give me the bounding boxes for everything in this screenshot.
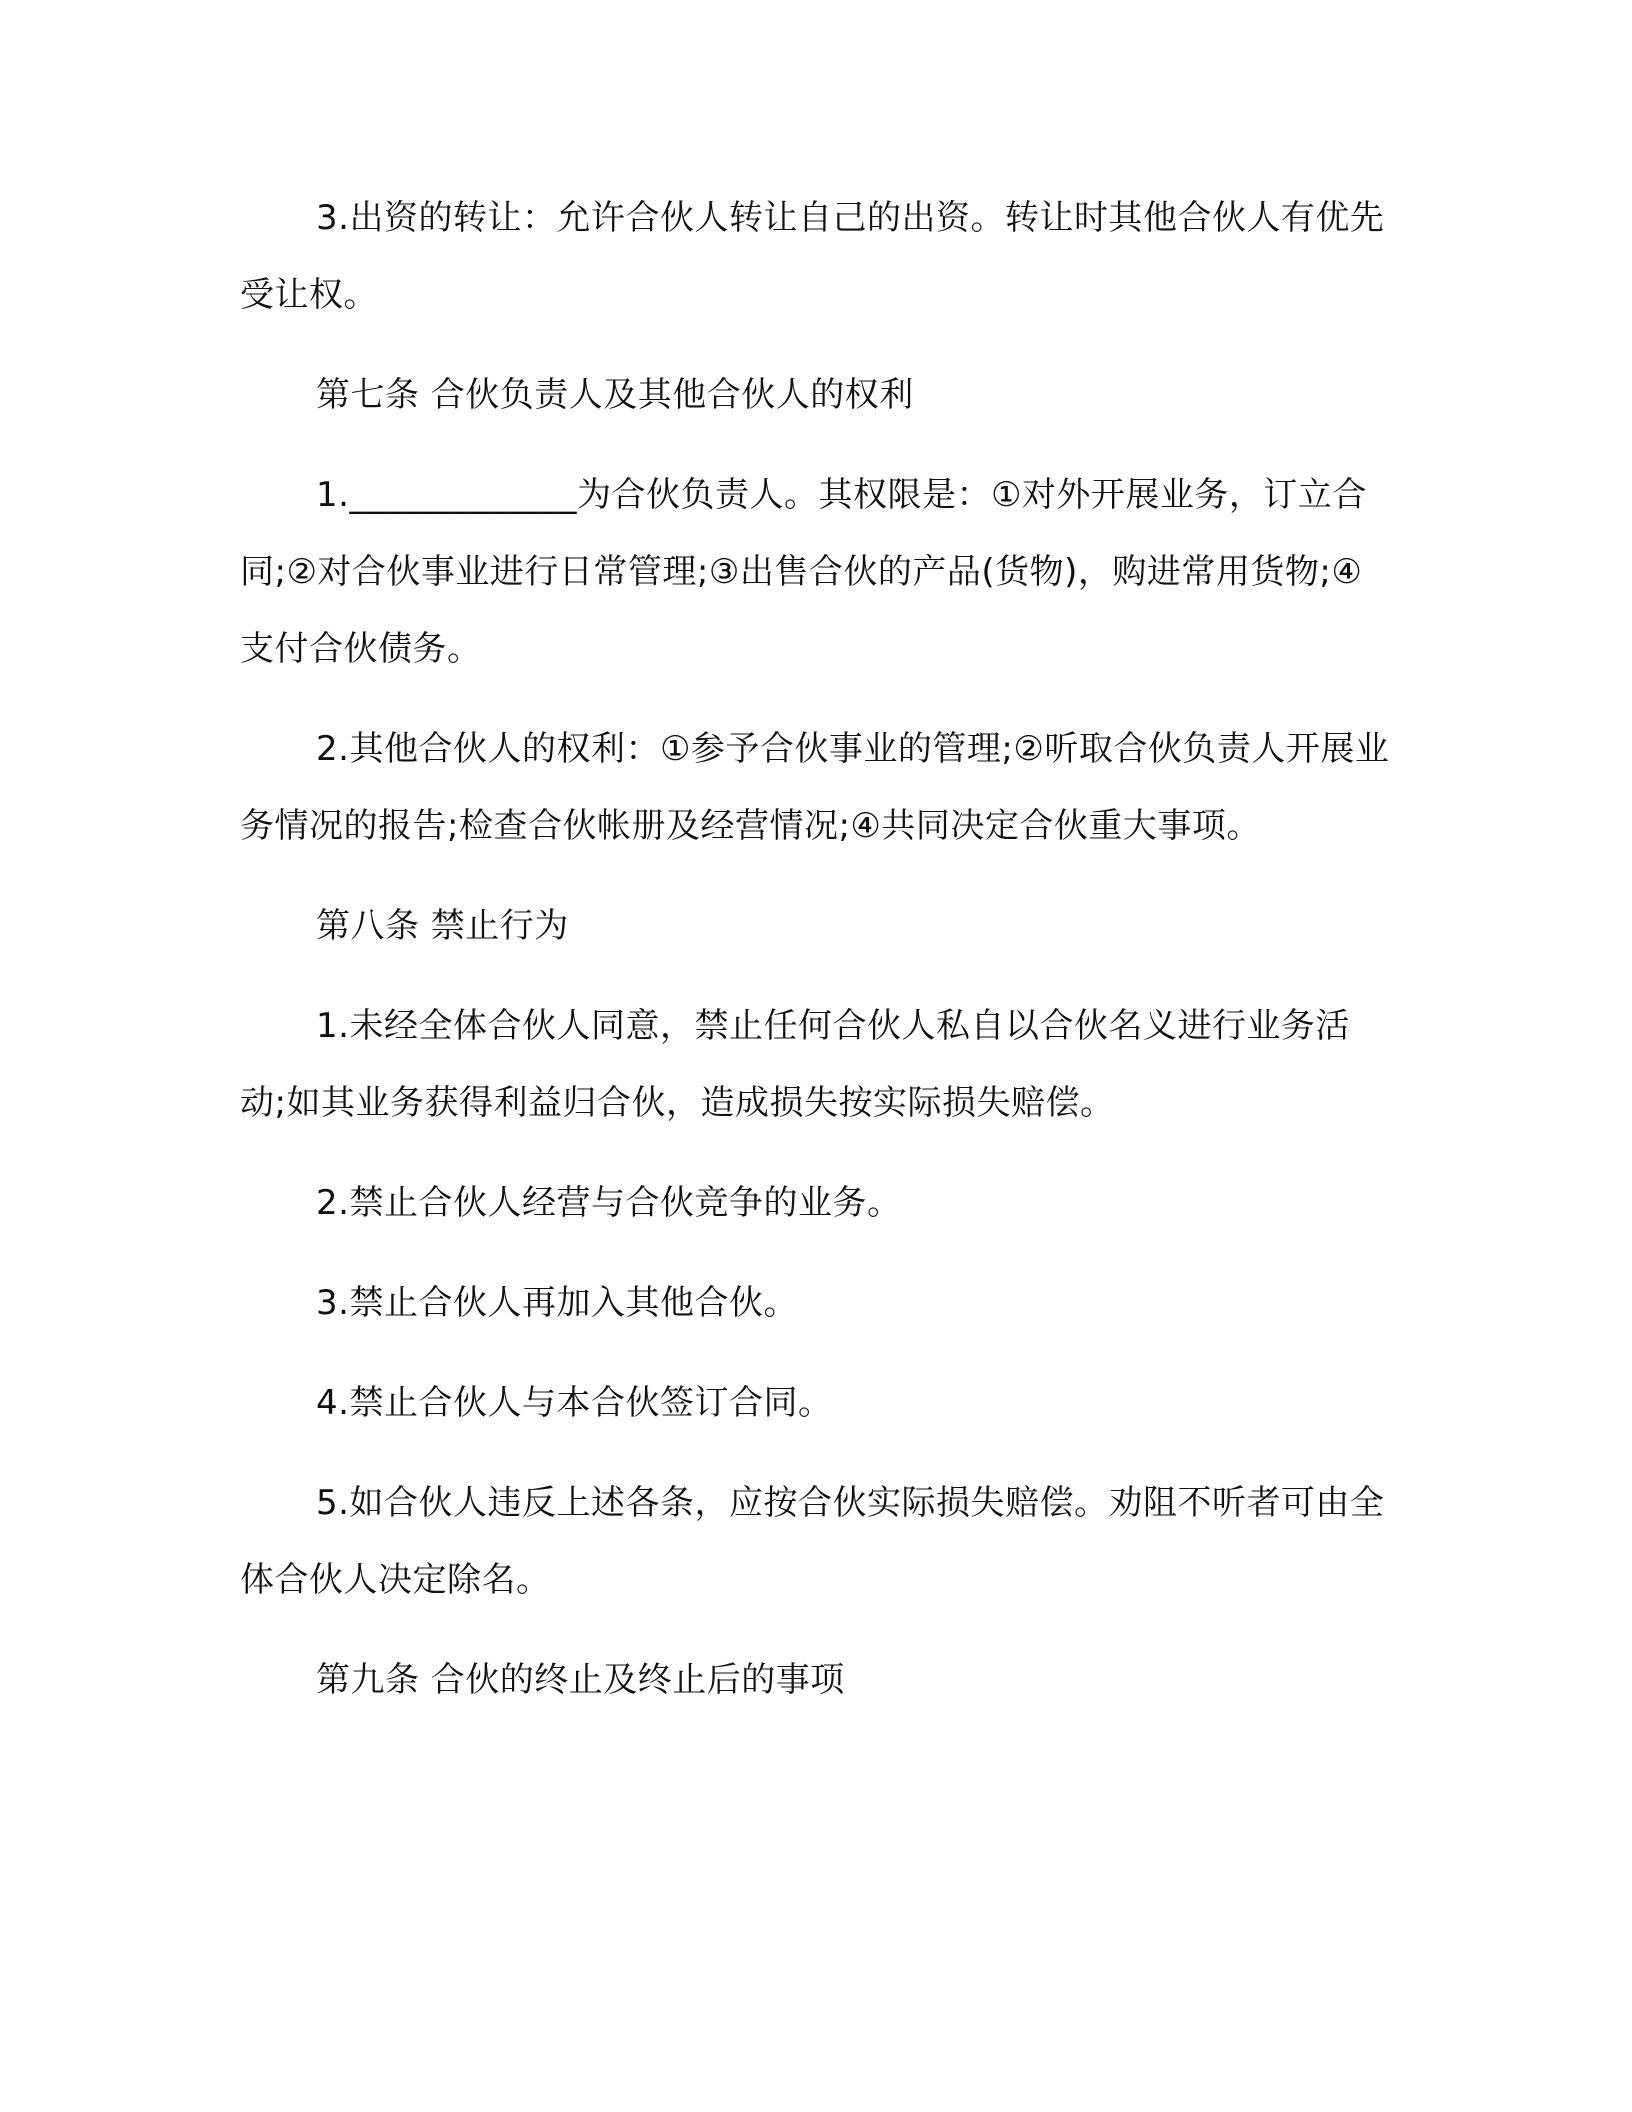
paragraph-prohibition-1: 1.未经全体合伙人同意，禁止任何合伙人私自以合伙名义进行业务活动;如其业务获得利益归合伙，造成损失按实际损失赔偿。 <box>240 1006 1350 1123</box>
article-9-heading: 第九条 合伙的终止及终止后的事项 <box>316 1660 845 1700</box>
article-8-heading: 第八条 禁止行为 <box>316 906 569 946</box>
paragraph-prohibition-2: 2.禁止合伙人经营与合伙竞争的业务。 <box>316 1183 902 1223</box>
article-7-heading: 第七条 合伙负责人及其他合伙人的权利 <box>316 375 914 415</box>
paragraph-capital-transfer: 3.出资的转让：允许合伙人转让自己的出资。转让时其他合伙人有优先受让权。 <box>240 198 1385 315</box>
paragraph-prohibition-4: 4.禁止合伙人与本合伙签订合同。 <box>316 1383 833 1423</box>
paragraph-other-partner-rights: 2.其他合伙人的权利：①参予合伙事业的管理;②听取合伙负责人开展业务情况的报告;检查合伙帐册及经营情况;④共同决定合伙重大事项。 <box>240 729 1390 846</box>
paragraph-prohibition-3: 3.禁止合伙人再加入其他合伙。 <box>316 1283 798 1323</box>
paragraph-prohibition-5: 5.如合伙人违反上述各条，应按合伙实际损失赔偿。劝阻不听者可由全体合伙人决定除名。 <box>240 1483 1385 1600</box>
paragraph-responsible-partner: 1._____________为合伙负责人。其权限是：①对外开展业务，订立合同;②对合伙事业进行日常管理;③出售合伙的产品(货物)，购进常用货物;④支付合伙债务。 <box>240 475 1367 669</box>
